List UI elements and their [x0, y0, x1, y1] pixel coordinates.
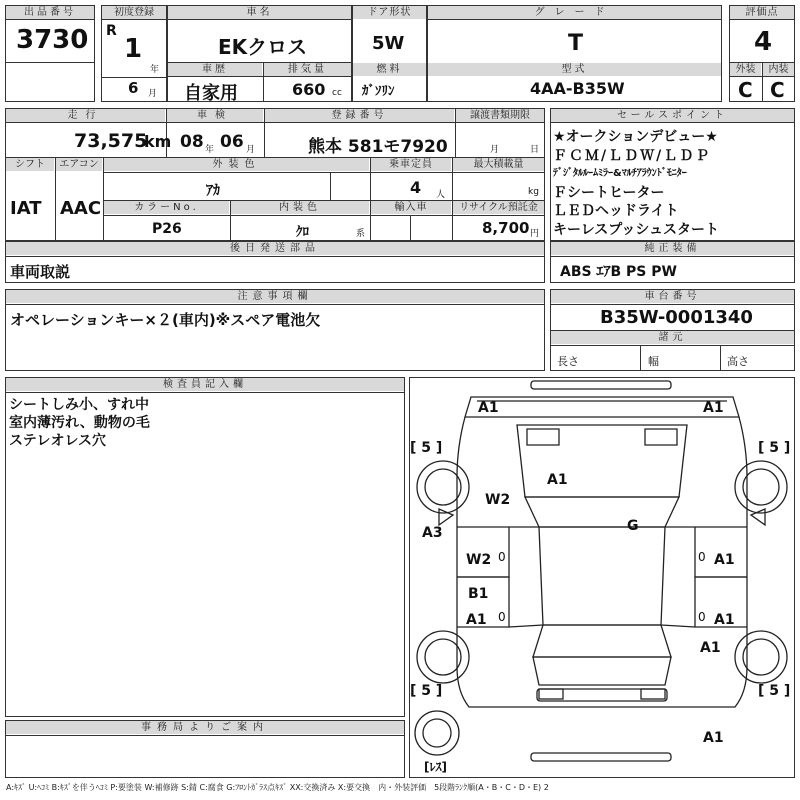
office-label: 事務局よりご案内: [6, 721, 404, 734]
zero-mark: 0: [698, 550, 706, 564]
spare-tire-note: [ﾚｽ]: [424, 760, 447, 774]
reg-month: 6: [128, 79, 139, 97]
chassis-label: 車台番号: [551, 290, 794, 303]
history: 自家用: [184, 83, 238, 104]
mileage-label: 走行: [6, 109, 165, 122]
model: 4AA-B35W: [530, 79, 625, 98]
damage-a1-right-rear-door: A1: [714, 612, 735, 628]
damage-a1-right-quarter: A1: [700, 640, 721, 656]
later-parts-value: 車両取説: [10, 263, 71, 281]
damage-a1-front-left: A1: [478, 400, 499, 416]
exterior-label: 外装: [730, 63, 761, 76]
interior-color: ｸﾛ: [296, 225, 309, 240]
color: ｱｶ: [206, 183, 220, 199]
specs-label: 諸元: [551, 331, 794, 344]
spec-height: 高さ: [727, 355, 749, 368]
transfer-month-unit: 月: [490, 145, 500, 155]
chassis-number: B35W-0001340: [600, 307, 753, 328]
ac-label: エアコン: [56, 158, 102, 171]
sales-point-line: ﾃﾞｼﾞﾀﾙﾙｰﾑﾐﾗｰ&ﾏﾙﾁｱﾗｳﾝﾄﾞﾓﾆﾀｰ: [553, 168, 687, 179]
shift-label: シフト: [6, 158, 54, 171]
capacity: 4: [410, 178, 422, 197]
sales-point-line: ＬＥＤヘッドライト: [553, 203, 679, 219]
damage-w2-left-door: W2: [466, 552, 492, 568]
grade: T: [568, 31, 584, 56]
year-unit: 年: [150, 65, 160, 75]
sales-point-line: Ｆシートヒーター: [553, 184, 665, 201]
damage-a3-left: A3: [422, 525, 443, 541]
inspector-label: 検査員記入欄: [6, 378, 404, 391]
damage-a1-rear: A1: [703, 730, 724, 746]
score-label: 評価点: [730, 6, 794, 19]
model-label: 型式: [428, 63, 721, 76]
first-reg-label: 初度登録: [102, 6, 166, 19]
inspector-line: シートしみ小、すれ中: [9, 397, 149, 413]
fuel-label: 燃料: [353, 63, 426, 76]
vehicle-info-box: [5, 108, 545, 241]
sales-points-list: [553, 128, 719, 239]
interior-label: 内装: [763, 63, 794, 76]
door-type: 5W: [372, 33, 405, 54]
zero-mark: 0: [498, 610, 506, 624]
tire-fr-grade: [ 5 ]: [758, 440, 791, 456]
sales-point-line: ★オークションデビュー★: [553, 129, 718, 145]
insp-month-unit: 月: [246, 145, 256, 155]
era: R: [106, 23, 117, 39]
tire-rl-grade: [ 5 ]: [410, 683, 443, 699]
recycle-label: リサイクル預託金: [453, 201, 544, 214]
spec-width: 幅: [648, 355, 659, 368]
notes-label: 注意事項欄: [6, 290, 544, 303]
color-label: 外装色: [104, 158, 369, 171]
month-unit: 月: [148, 89, 158, 99]
interior-grade: C: [770, 78, 785, 102]
import-label: 輸入車: [371, 201, 451, 214]
lot-number: 3730: [16, 25, 89, 55]
displacement: 660: [292, 80, 326, 99]
km-unit: km: [144, 132, 172, 151]
fuel: ｶﾞｿﾘﾝ: [362, 84, 395, 99]
color-number: P26: [152, 221, 182, 237]
damage-a1-front-right: A1: [703, 400, 724, 416]
zero-mark: 0: [498, 550, 506, 564]
door-label: ドア形状: [353, 6, 426, 19]
color-no-label: カラーNo.: [104, 201, 229, 214]
equipment-label: 純正装備: [551, 242, 794, 255]
reg-year: 1: [124, 34, 143, 64]
damage-a1-right-front-door: A1: [714, 552, 735, 568]
transfer-label: 譲渡書類期限: [456, 109, 544, 122]
spec-length: 長さ: [557, 355, 579, 368]
plate-label: 登録番号: [265, 109, 454, 122]
car-name: EKクロス: [218, 35, 308, 59]
damage-b1-left: B1: [468, 586, 489, 602]
tire-rr-grade: [ 5 ]: [758, 683, 791, 699]
displacement-label: 排気量: [264, 63, 351, 76]
capacity-unit: 人: [436, 190, 446, 200]
capacity-label: 乗車定員: [371, 158, 451, 171]
damage-a1-hood: A1: [547, 472, 568, 488]
int-color-unit: 系: [356, 229, 366, 239]
car-diagram: [409, 377, 795, 778]
insp-year-unit: 年: [205, 145, 215, 155]
damage-a1-left-rear: A1: [466, 612, 487, 628]
mileage: 73,575: [74, 130, 148, 152]
equipment-value: ABS ｴｱB PS PW: [560, 264, 677, 280]
history-label: 車歴: [168, 63, 262, 76]
sales-point-line: ＦＣＭ/ＬＤＷ/ＬＤＰ: [553, 147, 712, 164]
sales-points-label: セールスポイント: [551, 109, 794, 122]
recycle-fee: 8,700: [482, 219, 530, 237]
int-color-label: 内装色: [231, 201, 369, 214]
inspection-month: 06: [220, 132, 244, 152]
zero-mark: 0: [698, 610, 706, 624]
exterior-grade: C: [738, 78, 753, 102]
recycle-unit: 円: [530, 229, 540, 239]
score: 4: [754, 27, 773, 57]
notes-value: オペレーションキー×２(車内)※スペア電池欠: [10, 311, 321, 329]
inspector-line: ステレオレス穴: [9, 433, 107, 449]
tire-fl-grade: [ 5 ]: [410, 440, 443, 456]
cc-unit: cc: [332, 88, 342, 98]
inspection-year: 08: [180, 132, 204, 152]
inspector-notes: [9, 396, 150, 450]
shift: IAT: [10, 198, 42, 219]
transfer-day-unit: 日: [530, 145, 540, 155]
plate-number: 熊本 581モ7920: [308, 137, 448, 157]
load-label: 最大積載量: [453, 158, 544, 171]
legend: A:ｷｽﾞ U:ﾍｺﾐ B:ｷｽﾞを伴うﾍｺﾐ P:要塗装 W:補修跡 S:錆 C:腐食 G:ﾌﾛﾝﾄｶﾞﾗｽ点ｷｽﾞ XX:交換済み X:要交換 内・外装評価 5段階ﾗﾝｸ順(A・B・C・D・E) 2: [6, 783, 549, 792]
lot-number-label: 出品番号: [6, 6, 94, 19]
sales-point-line: キーレスプッシュスタート: [553, 221, 720, 238]
inspector-line: 室内薄汚れ、動物の毛: [9, 415, 150, 431]
load-unit: kg: [528, 187, 539, 197]
car-name-label: 車名: [168, 6, 351, 19]
damage-w2-windshield: W2: [485, 492, 511, 508]
later-parts-label: 後日発送部品: [6, 242, 544, 255]
inspection-label: 車検: [167, 109, 263, 122]
damage-g-roof: G: [627, 518, 639, 534]
grade-label: グレード: [428, 6, 721, 19]
air-conditioner: AAC: [60, 198, 102, 219]
